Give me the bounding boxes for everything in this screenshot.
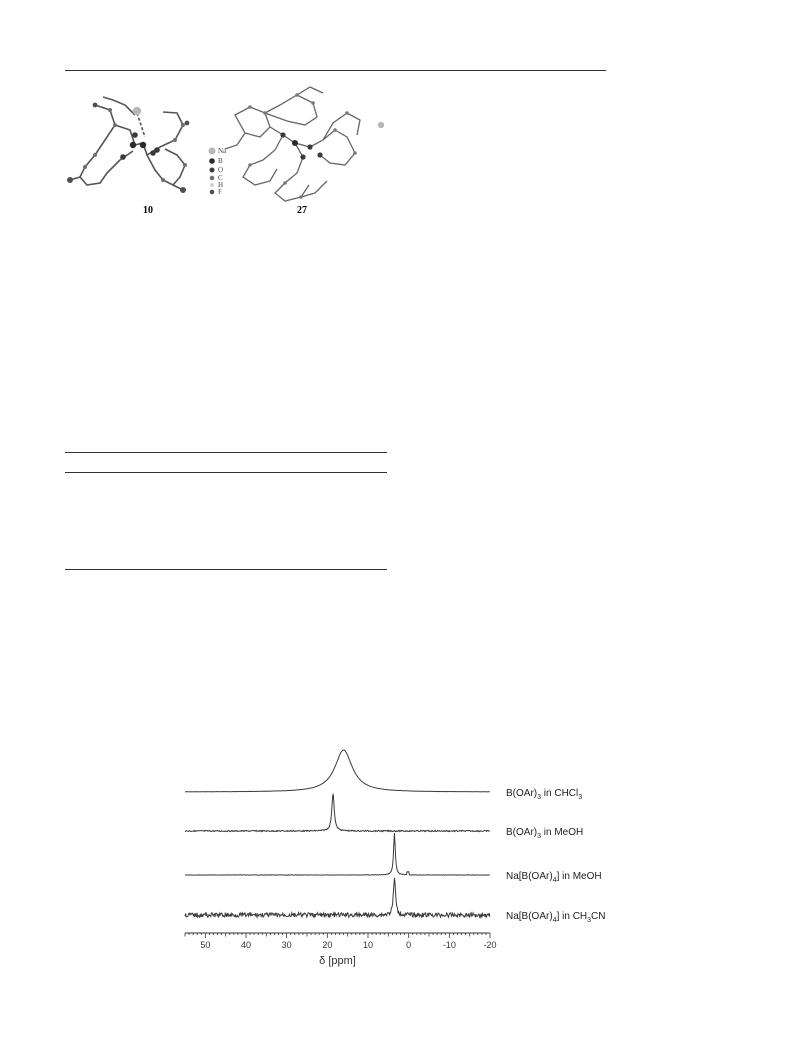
legend-swatch-f	[210, 190, 215, 195]
legend-b: B	[218, 157, 223, 165]
trace-label: $B(OAr)_3$ in CHCl$_3$	[506, 788, 583, 801]
legend-swatch-na	[209, 148, 216, 155]
x-axis	[185, 933, 497, 950]
x-tick-label: 20	[322, 940, 333, 950]
table-bottom-rule	[65, 569, 387, 570]
table-header-rule	[65, 472, 387, 473]
trace-label: $Na[B(OAr)_4]$ in MeOH	[506, 871, 602, 884]
x-tick-label: 10	[362, 940, 374, 950]
trace-labels	[506, 788, 606, 924]
nmr-spectrum-chart	[160, 735, 630, 975]
legend-c: C	[218, 174, 223, 182]
x-tick-label: 40	[240, 940, 252, 950]
spectrum-trace	[185, 878, 490, 917]
x-axis-title: δ [ppm]	[319, 955, 356, 967]
spectrum-trace	[185, 750, 490, 792]
legend-swatch-h	[210, 183, 214, 187]
atom-legend	[209, 147, 228, 196]
legend-f: F	[218, 188, 222, 196]
legend-swatch-b	[209, 158, 215, 164]
legend-h: H	[218, 181, 224, 189]
x-tick-label: -20	[483, 940, 497, 950]
legend-na: Na	[218, 147, 227, 155]
molecule-label-27: 27	[297, 205, 307, 215]
x-tick-label: 50	[200, 940, 211, 950]
molecule-label-10: 10	[143, 205, 153, 215]
crystal-structure-figure	[65, 85, 395, 215]
molecule-27-atoms	[248, 93, 384, 199]
x-tick-label: 0	[406, 940, 412, 950]
x-tick-label: -10	[442, 940, 456, 950]
spectrum-traces	[185, 750, 490, 917]
x-tick-label: 30	[281, 940, 292, 950]
molecule-10-atoms	[67, 103, 189, 193]
legend-o: O	[218, 166, 224, 174]
legend-swatch-c	[210, 176, 215, 181]
legend-swatch-o	[210, 168, 215, 173]
trace-label: $B(OAr)_3$ in MeOH	[506, 827, 584, 840]
molecule-10-structure	[70, 97, 185, 190]
spectrum-trace	[185, 833, 490, 875]
trace-label: $Na[B(OAr)_4]$ in $CH_3CN$	[506, 911, 606, 924]
table-top-rule	[65, 452, 387, 453]
top-rule	[65, 70, 606, 71]
spectrum-trace	[185, 794, 490, 832]
